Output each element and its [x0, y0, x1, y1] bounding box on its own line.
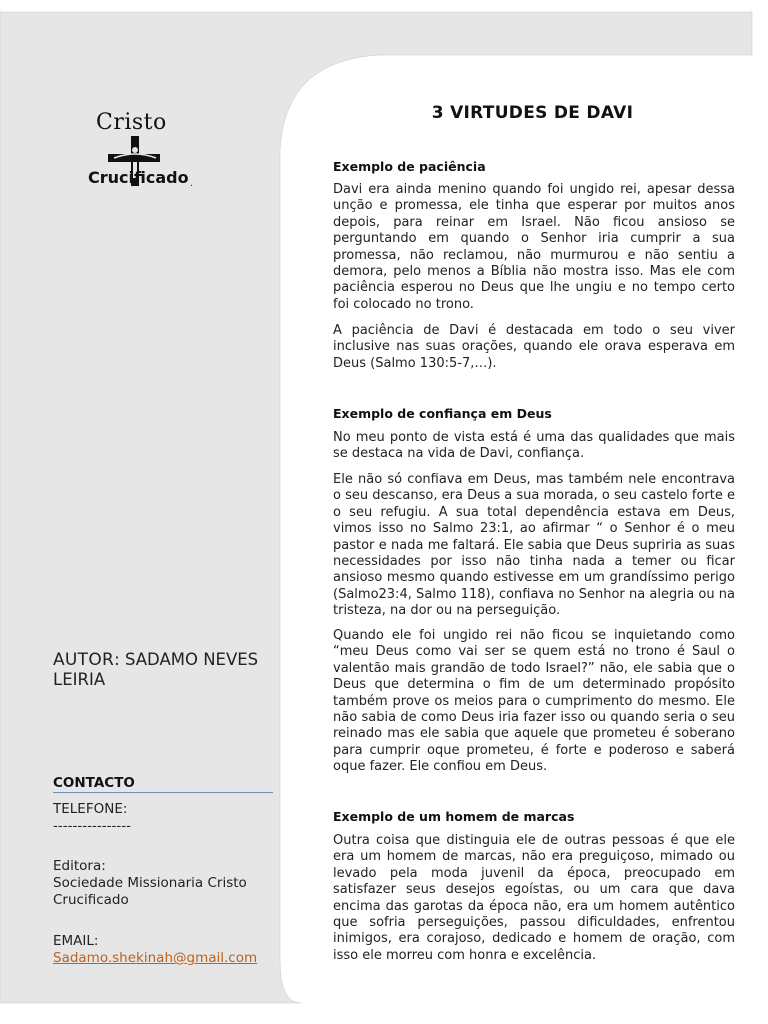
- author-block: [53, 650, 278, 690]
- contact-divider: [53, 792, 273, 793]
- section-heading-confianca: Exemplo de confiança em Deus: [333, 406, 552, 421]
- paragraph: Quando ele foi ungido rei não ficou se inquietando como “meu Deus como vai ser se quem está no trono é Saul o valentão mais grandão de todo Israel?” não, ele sabia que o Deus que determina o fim de um determinado propósito também prove os meios para o cumprimento do mesmo. Ele não sabia de como Deus iria fazer isso ou quando seria o seu reinado mas ele sabia que aquele que prometeu é soberano para cumprir oque prometeu, é forte e poderoso e saberá oque fazer. Ele confiou em Deus.: [333, 628, 735, 775]
- contact-title: CONTACTO: [53, 775, 135, 791]
- telefone-value: ----------------: [53, 818, 131, 834]
- page-title: 3 VIRTUDES DE DAVI: [431, 103, 634, 123]
- email-label: EMAIL:: [53, 933, 99, 949]
- editora-value: Sociedade Missionaria Cristo Crucificado: [53, 875, 247, 908]
- paragraph: A paciência de Davi é destacada em todo o seu viver inclusive nas suas orações, quando ele orava esperava em Deus (Salmo 130:5-7,…).: [333, 323, 735, 371]
- logo-dot: .: [190, 178, 194, 189]
- paragraph: Davi era ainda menino quando foi ungido rei, apesar dessa unção e promessa, ele tinha que esperar por muitos anos depois, para reinar em Israel. Não ficou ansioso se perguntando em quando o Senhor iria cumprir a sua promessa, não reclamou, não murmurou e não sentiu a demora, pelo menos a Bíblia não mostra isso. Mas ele com paciência esperou no Deus que lhe ungiu e no tempo certo foi colocado no trono.: [333, 182, 735, 312]
- logo-top-text: Cristo: [96, 110, 167, 135]
- paragraph: No meu ponto de vista está é uma das qualidades que mais se destaca na vida de Davi, confiança.: [333, 430, 735, 462]
- section-heading-paciencia: Exemplo de paciência: [333, 159, 486, 174]
- logo-bottom-text: Crucificado: [88, 168, 189, 187]
- paragraph: Outra coisa que distinguia ele de outras pessoas é que ele era um homem de marcas, não era preguiçoso, mimado ou levado pela moda juvenil da época, preocupado em satisfazer seus desejos egoístas, ou um cara que dava encima das garotas da época não, era um homem autêntico que sofria perseguições, passou dificuldades, enfrentou inimigos, era corajoso, dedicado e homem de oração, com isso ele morreu com honra e excelência.: [333, 833, 735, 963]
- editora-label: Editora:: [53, 858, 106, 874]
- author-label: AUTOR: [53, 650, 115, 670]
- email-link[interactable]: Sadamo.shekinah@gmail.com: [53, 950, 258, 966]
- author-name: : SADAMO NEVES LEIRIA: [53, 650, 259, 689]
- telefone-label: TELEFONE:: [53, 801, 128, 817]
- paragraph: Ele não só confiava em Deus, mas também nele encontrava o seu descanso, era Deus a sua morada, o seu castelo forte e o seu refugiu. A sua total dependência estava em Deus, vimos isso no Salmo 23:1, ao afirmar “ o Senhor é o meu pastor e nada me faltará. Ele sabia que Deus supriria as suas necessidades por isso não tinha nada a temer ou ficar ansioso mesmo quando estivesse em um grandíssimo perigo (Salmo23:4, Salmo 118), confiava no Senhor na alegria ou na tristeza, na dor ou na perseguição.: [333, 472, 735, 619]
- logo: [82, 108, 212, 198]
- section-heading-marcas: Exemplo de um homem de marcas: [333, 809, 575, 824]
